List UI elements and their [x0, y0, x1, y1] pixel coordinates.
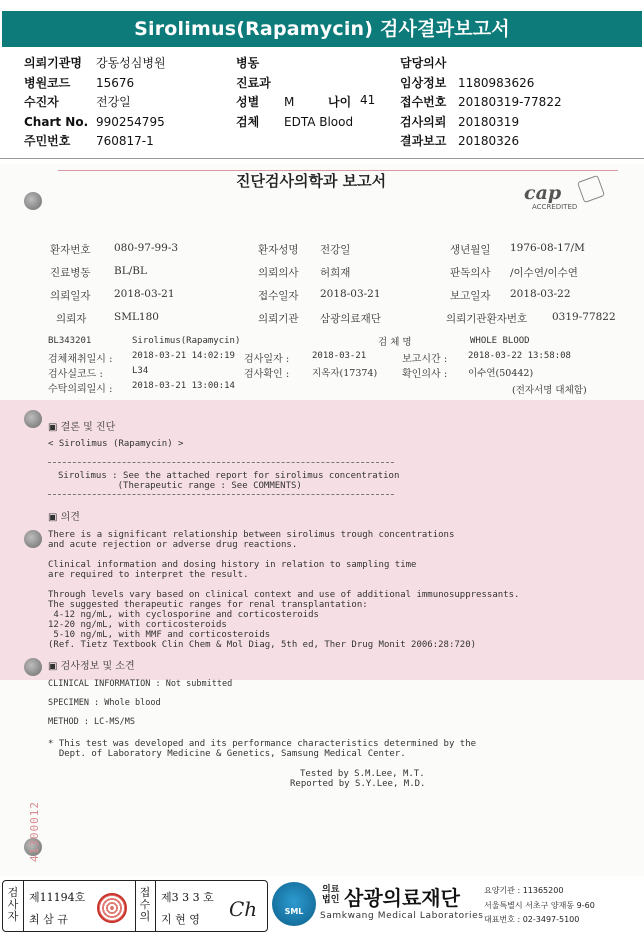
field-label: 진료과 [236, 75, 271, 90]
grid-label: 의뢰의사 [258, 267, 299, 279]
reported-by: Reported by S.Y.Lee, M.D. [290, 779, 426, 789]
dashed-divider [48, 462, 394, 463]
header-field [400, 93, 562, 113]
punch-hole-icon [24, 192, 42, 210]
opinion-line: Through levels vary based on clinical context and use of additional immunosuppressants. [48, 590, 520, 600]
section-opinion-heading: ▣ 의견 [48, 512, 80, 523]
header-field [400, 54, 446, 74]
field-value: 20180319 [458, 114, 520, 129]
time-value: 2018-03-21 14:02:19 [132, 351, 235, 361]
result-line: Sirolimus : See the attached report for sirolimus concentration [58, 471, 400, 481]
field-label: 검체 [236, 114, 260, 129]
header-divider [0, 158, 644, 159]
tested-by: Tested by S.M.Lee, M.T. [300, 769, 425, 779]
grid-value: 080-97-99-3 [114, 242, 179, 254]
field-label: 의뢰기관명 [24, 56, 82, 70]
field-label: 주민번호 [24, 134, 71, 149]
field-value: 20180319-77822 [458, 95, 562, 110]
test-code: BL343201 [48, 336, 92, 346]
grid-value: /이수연/이수연 [510, 267, 578, 279]
header-right-panel [400, 54, 562, 152]
header-field [400, 132, 520, 152]
time-value: 2018-03-22 13:58:08 [468, 351, 571, 361]
section-info-heading: ▣ 검사정보 및 소견 [48, 661, 135, 672]
cell-divider [23, 881, 24, 931]
grid-label: 접수일자 [258, 290, 299, 302]
brand-english-name: Samkwang Medical Laboratories [320, 911, 484, 921]
cap-logo-text: cap [524, 182, 562, 204]
opinion-line: There is a significant relationship between sirolimus trough concentrations [48, 530, 455, 540]
grid-label: 의뢰자 [56, 313, 87, 325]
header-field [236, 54, 271, 74]
opinion-line: Clinical information and dosing history in relation to sampling time [48, 560, 417, 570]
header-field [400, 74, 535, 94]
time-label: 검체채취일시 : [48, 354, 113, 365]
field-label: 병동 [236, 56, 260, 70]
opinion-line: 12-20 ng/mL, with corticosteroids [48, 620, 227, 630]
brand-name: 삼광의료재단 [344, 886, 460, 910]
time-label: 보고시간 : [402, 354, 448, 365]
report-heading: 진단검사의학과 보고서 [236, 172, 387, 190]
disclaimer-line: * This test was developed and its performance characteristics determined by the [48, 739, 477, 749]
handwritten-signature: Ch [229, 897, 258, 921]
grid-value: BL/BL [114, 265, 147, 277]
field-value: 15676 [96, 75, 135, 90]
opinion-line: The suggested therapeutic ranges for renal transplantation: [48, 600, 368, 610]
tester-label: 검사자 [7, 886, 19, 923]
field-label: 성별 [236, 95, 260, 110]
grid-value: 0319-77822 [552, 311, 616, 323]
grid-label: 의뢰일자 [50, 290, 91, 302]
field-label: Chart No. [24, 114, 89, 129]
opinion-line: 5-10 ng/mL, with MMF and corticosteroids [48, 630, 271, 640]
result-line: (Therapeutic range : See COMMENTS) [58, 481, 302, 491]
org-code: 요양기관 : 11365200 [484, 886, 564, 895]
field-label: 결과보고 [400, 134, 447, 149]
signature-box [2, 880, 268, 932]
grid-label: 환자성명 [258, 244, 299, 256]
field-value: 1180983626 [458, 75, 535, 90]
age-label: 나이 [328, 95, 352, 109]
info-line: CLINICAL INFORMATION : Not submitted [48, 679, 233, 689]
grid-value: SML180 [114, 311, 159, 323]
time-value: 2018-03-21 [312, 351, 367, 361]
verifier-number: 제3 3 3 호 [161, 891, 214, 904]
grid-value: 2018-03-22 [510, 288, 571, 300]
header-field [24, 113, 165, 133]
opinion-line: are required to interpret the result. [48, 570, 249, 580]
field-value: M [284, 95, 295, 110]
grid-label: 진료병동 [50, 267, 91, 279]
opinion-line: 4-12 ng/mL, with cyclosporine and corticosteroids [48, 610, 319, 620]
opinion-line: and acute rejection or adverse drug reactions. [48, 540, 298, 550]
tester-name: 최 삼 규 [29, 913, 68, 926]
info-line: METHOD : LC-MS/MS [48, 717, 135, 727]
field-value: 20180326 [458, 134, 520, 149]
grid-label: 의뢰기관환자번호 [446, 313, 528, 325]
grid-value: 2018-03-21 [320, 288, 381, 300]
cell-divider [135, 881, 136, 931]
cap-accredited-text: ACCREDITED [532, 203, 578, 211]
side-serial-number: 41300012 [28, 801, 41, 862]
grid-label: 보고일자 [450, 290, 491, 302]
grid-label: 판독의사 [450, 267, 491, 279]
time-label: 검사일자 : [244, 354, 290, 365]
punch-hole-icon [24, 410, 42, 428]
grid-value: 2018-03-21 [114, 288, 175, 300]
grid-value: 허희재 [320, 267, 351, 279]
time-label: 검사확인 : [244, 369, 290, 380]
specimen-label: 검 체 명 [378, 337, 412, 348]
time-label: 수탁의뢰일시 : [48, 384, 113, 395]
field-label: 담당의사 [400, 56, 447, 70]
grid-value: 전강일 [320, 244, 351, 256]
report-title: Sirolimus(Rapamycin) 검사결과보고서 [2, 11, 642, 47]
field-value: 전강일 [96, 95, 131, 110]
verifier-label: 접수의 [139, 886, 151, 923]
test-name: Sirolimus(Rapamycin) [132, 336, 241, 346]
grid-value: 1976-08-17/M [510, 242, 585, 254]
punch-hole-icon [24, 530, 42, 548]
time-label: 확인의사 : [402, 369, 448, 380]
header-field [24, 54, 166, 74]
sml-logo-icon [272, 882, 316, 926]
header-field [400, 113, 520, 133]
time-value: L34 [132, 366, 149, 376]
e-sign-note: (전자서명 대체함) [512, 385, 587, 396]
sml-logo-text: SML [284, 907, 304, 916]
field-value: 990254795 [96, 114, 165, 129]
dashed-divider [48, 494, 394, 495]
header-field [24, 93, 131, 113]
header-field [24, 74, 135, 94]
seal-stamp-icon [97, 893, 127, 923]
cap-seal-icon [577, 175, 605, 203]
field-label: 임상정보 [400, 75, 447, 90]
tester-number: 제11194호 [29, 891, 86, 904]
time-value: 2018-03-21 13:00:14 [132, 381, 235, 391]
header-left-panel [24, 54, 166, 152]
field-value: 760817-1 [96, 134, 154, 149]
brand-prefix: 의료 법인 [322, 885, 340, 905]
header-field [236, 113, 354, 133]
header-field [236, 74, 271, 94]
opinion-line: (Ref. Tietz Textbook Clin Chem & Mol Diag, 5th ed, Ther Drug Monit 2006:28:720) [48, 640, 477, 650]
disclaimer-line: Dept. of Laboratory Medicine & Genetics, Samsung Medical Center. [48, 749, 406, 759]
punch-hole-icon [24, 658, 42, 676]
grid-label: 환자번호 [50, 244, 91, 256]
field-value: 강동성심병원 [96, 56, 166, 70]
grid-label: 의뢰기관 [258, 313, 299, 325]
field-label: 접수번호 [400, 95, 447, 110]
verifier-name: 지 현 영 [161, 913, 200, 926]
cap-accreditation-logo [524, 178, 608, 214]
field-value: EDTA Blood [284, 114, 354, 129]
age-value: 41 [360, 93, 376, 107]
cell-divider [155, 881, 156, 931]
grid-label: 생년월일 [450, 244, 491, 256]
header-field [236, 93, 295, 113]
field-label: 수진자 [24, 95, 59, 110]
info-line: SPECIMEN : Whole blood [48, 698, 161, 708]
time-label: 검사실코드 : [48, 369, 103, 380]
field-label: 검사의뢰 [400, 114, 447, 129]
result-header: < Sirolimus (Rapamycin) > [48, 439, 184, 449]
grid-value: 삼광의료재단 [320, 313, 381, 325]
section-result-heading: ▣ 결론 및 진단 [48, 422, 116, 433]
header-field [24, 132, 154, 152]
footer [0, 876, 644, 936]
specimen-value: WHOLE BLOOD [470, 336, 530, 346]
org-phone: 대표번호 : 02-3497-5100 [484, 915, 580, 924]
org-address: 서울특별시 서초구 양재동 9-60 [484, 901, 595, 910]
time-value: 지옥자(17374) [312, 368, 378, 379]
time-value: 이수연(50442) [468, 368, 534, 379]
field-label: 병원코드 [24, 75, 71, 90]
